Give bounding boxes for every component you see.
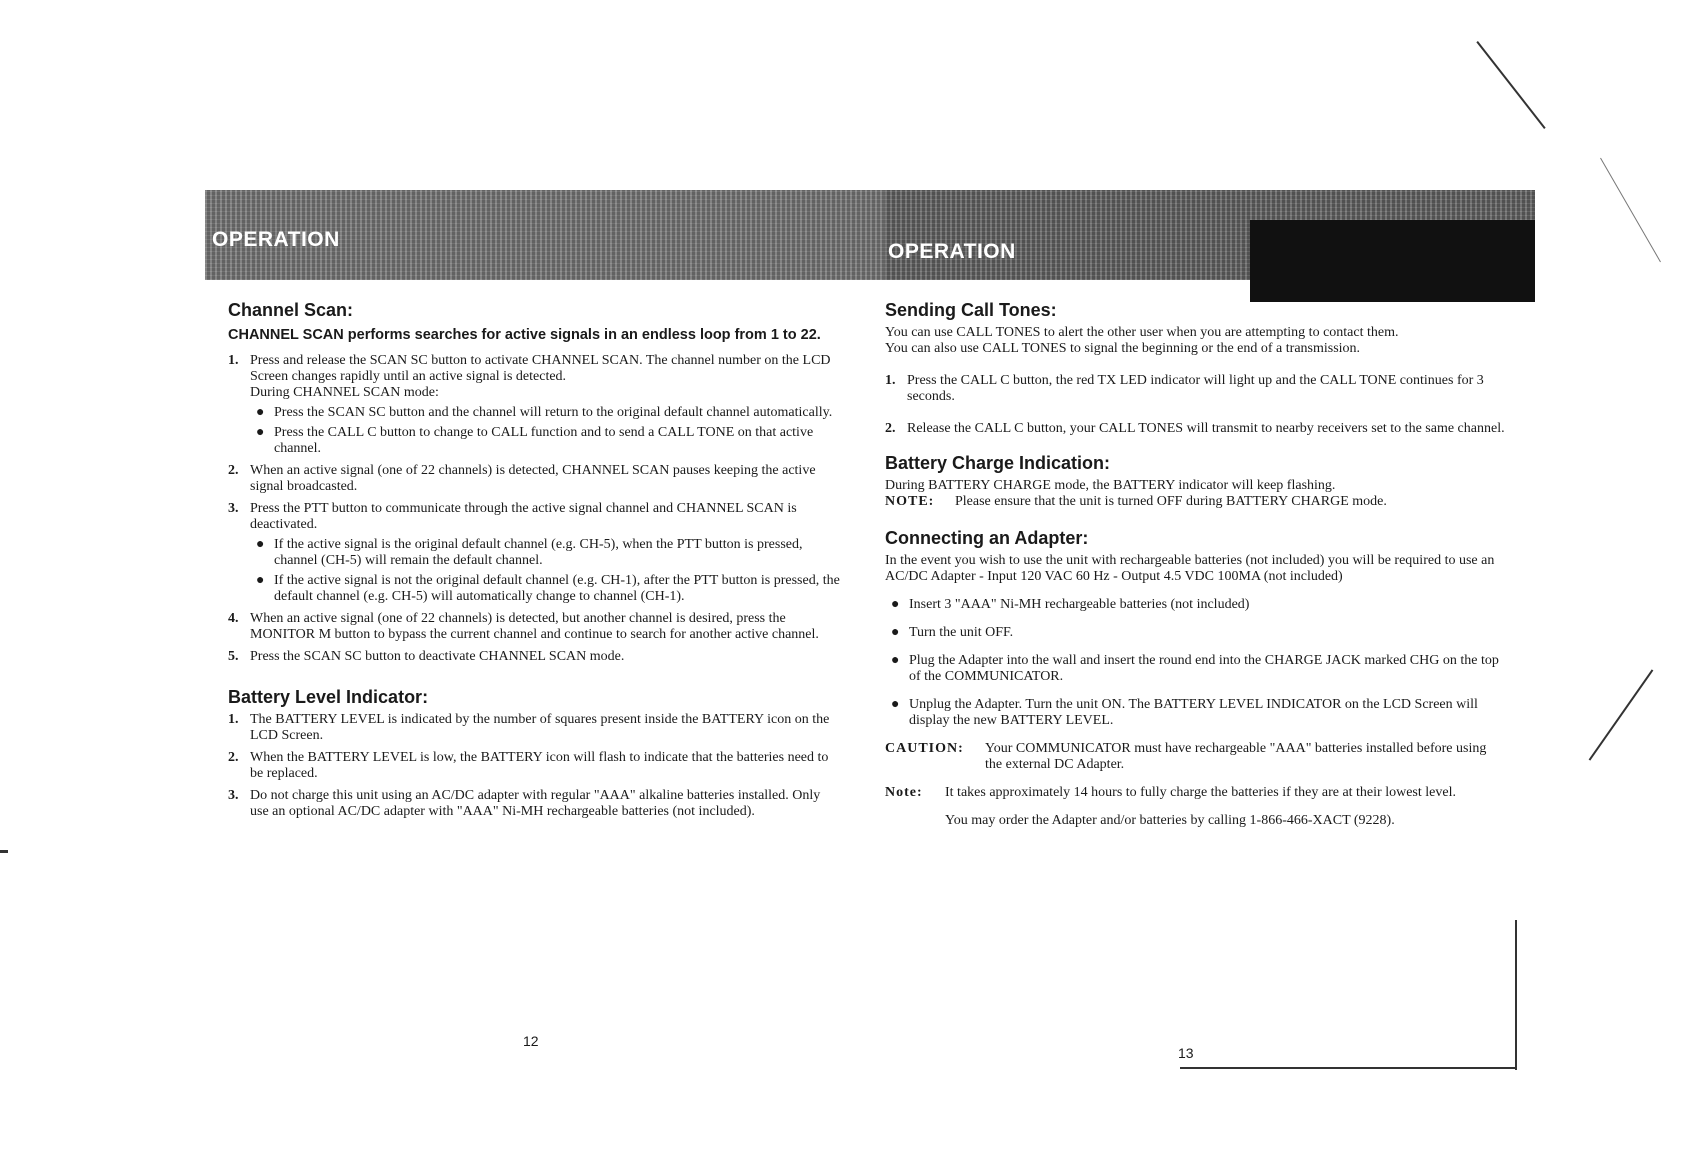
bullet-item: ● Press the SCAN SC button and the channel will return to the original default channel automatically. bbox=[256, 405, 833, 420]
order-text: You may order the Adapter and/or batteries by calling 1-866-466-XACT (9228). bbox=[945, 813, 1395, 828]
scan-mark-left-tick bbox=[0, 850, 8, 853]
bullet-item: ● Unplug the Adapter. Turn the unit ON. The BATTERY LEVEL INDICATOR on the LCD Screen will display the new BATTERY LEVEL. bbox=[891, 697, 1478, 728]
battery-level-heading: Battery Level Indicator: bbox=[228, 687, 429, 707]
battery-charge-heading: Battery Charge Indication: bbox=[885, 453, 1111, 473]
banner-dark-block bbox=[1250, 220, 1535, 302]
channel-scan-item-1: Press and release the SCAN SC button to activate CHANNEL SCAN. The channel number on the LCD Screen changes rapidly until an active signal is detected. bbox=[250, 353, 831, 384]
caution-label: CAUTION: bbox=[885, 741, 964, 756]
scan-mark-curve bbox=[1589, 669, 1654, 760]
scan-mark-bottom-rule bbox=[1180, 1067, 1515, 1069]
connecting-adapter-heading: Connecting an Adapter: bbox=[885, 528, 1089, 548]
charge-text: During BATTERY CHARGE mode, the BATTERY indicator will keep flashing. bbox=[885, 478, 1336, 493]
note-text: It takes approximately 14 hours to fully charge the batteries if they are at their lowest level. bbox=[945, 785, 1456, 800]
banner-title-right: OPERATION bbox=[888, 240, 1016, 263]
caution-block bbox=[885, 741, 1505, 773]
note-label: NOTE: bbox=[885, 494, 935, 509]
bullet-item: ● Insert 3 "AAA" Ni-MH rechargeable batteries (not included) bbox=[891, 597, 1250, 612]
channel-scan-heading: Channel Scan: bbox=[228, 300, 354, 320]
caution-text: Your COMMUNICATOR must have rechargeable "AAA" batteries installed before using the external DC Adapter. bbox=[985, 741, 1487, 772]
adapter-note bbox=[885, 785, 1505, 801]
page-number-left: 12 bbox=[523, 1033, 539, 1049]
bullet-item: ● Press the CALL C button to change to CALL function and to send a CALL TONE on that active channel. bbox=[256, 425, 814, 456]
adapter-intro: In the event you wish to use the unit with rechargeable batteries (not included) you will be required to use an AC/DC Adapter - Input 120 VAC 60 Hz - Output 4.5 VDC 100MA (not included) bbox=[885, 553, 1495, 584]
note-label: Note: bbox=[885, 785, 923, 800]
list-item: 5. Press the SCAN SC button to deactivate CHANNEL SCAN mode. bbox=[228, 649, 625, 664]
list-item: 1. Press the CALL C button, the red TX LED indicator will light up and the CALL TONE continues for 3 seconds. bbox=[885, 373, 1484, 404]
list-item: 3. Do not charge this unit using an AC/DC adapter with regular "AAA" alkaline batteries installed. Only use an optional AC/DC adapter with "AAA" Ni-MH rechargeable batteries (not included). bbox=[228, 788, 821, 819]
list-item: 2. When an active signal (one of 22 channels) is detected, CHANNEL SCAN pauses keeping the active signal broadcasted. bbox=[228, 463, 816, 494]
page-number-right: 13 bbox=[1178, 1045, 1194, 1061]
list-item: 4. When an active signal (one of 22 channels) is detected, but another channel is desired, press the MONITOR M button to bypass the current channel and continue to search for another active channel. bbox=[228, 611, 819, 642]
right-column bbox=[885, 300, 1505, 829]
bullet-item: ● If the active signal is the original default channel (e.g. CH-5), when the PTT button is pressed, channel (CH-5) will remain the default channel. bbox=[256, 537, 803, 568]
scan-mark-diagonal bbox=[1476, 41, 1545, 129]
sending-call-tones-heading: Sending Call Tones: bbox=[885, 300, 1057, 320]
sending-intro-1: You can use CALL TONES to alert the other user when you are attempting to contact them. bbox=[885, 325, 1399, 340]
bullet-item: ● Turn the unit OFF. bbox=[891, 625, 1014, 640]
bullet-item: ● Plug the Adapter into the wall and insert the round end into the CHARGE JACK marked CHG on the top of the COMMUNICATOR. bbox=[891, 653, 1499, 684]
list-item: 1. Press and release the SCAN SC button to activate CHANNEL SCAN. The channel number on the LCD Screen changes rapidly until an active signal is detected. During CHANNEL SCAN mode: ● Press the SCAN SC button and the channel will return to the original default channel automatically. ● Press the CALL C button to change to CALL function and to send a CALL TONE on that active channel. bbox=[228, 353, 840, 457]
list-item: 3. Press the PTT button to communicate through the active signal channel and CHANNEL SCAN is deactivated. ● If the active signal is the original default channel (e.g. CH-5), when the PTT button is pressed, channel (CH-5) will remain the default channel. ● If the active signal is not the original default channel (e.g. CH-1), after the PTT button is pressed, the default channel (e.g. CH-5) will automatically change to channel (CH-1). bbox=[228, 501, 840, 604]
banner-title-left: OPERATION bbox=[212, 228, 340, 251]
note-text: Please ensure that the unit is turned OFF during BATTERY CHARGE mode. bbox=[955, 494, 1387, 509]
channel-scan-lead: CHANNEL SCAN performs searches for active signals in an endless loop from 1 to 22. bbox=[228, 327, 821, 343]
sending-intro-2: You can also use CALL TONES to signal the beginning or the end of a transmission. bbox=[885, 341, 1361, 356]
list-item: 1. The BATTERY LEVEL is indicated by the number of squares present inside the BATTERY icon on the LCD Screen. bbox=[228, 712, 830, 743]
scan-mark-edge bbox=[1515, 920, 1517, 1070]
list-item: 2. Release the CALL C button, your CALL TONES will transmit to nearby receivers set to the same channel. bbox=[885, 421, 1505, 436]
list-item: 2. When the BATTERY LEVEL is low, the BATTERY icon will flash to indicate that the batteries need to be replaced. bbox=[228, 750, 829, 781]
channel-scan-item-1-sub: During CHANNEL SCAN mode: bbox=[250, 385, 439, 400]
scan-mark-diagonal-lower bbox=[1600, 158, 1661, 262]
charge-note bbox=[885, 494, 1505, 510]
bullet-item: ● If the active signal is not the original default channel (e.g. CH-1), after the PTT button is pressed, the default channel (e.g. CH-5) will automatically change to channel (CH-1). bbox=[256, 573, 840, 604]
left-column bbox=[228, 300, 840, 826]
